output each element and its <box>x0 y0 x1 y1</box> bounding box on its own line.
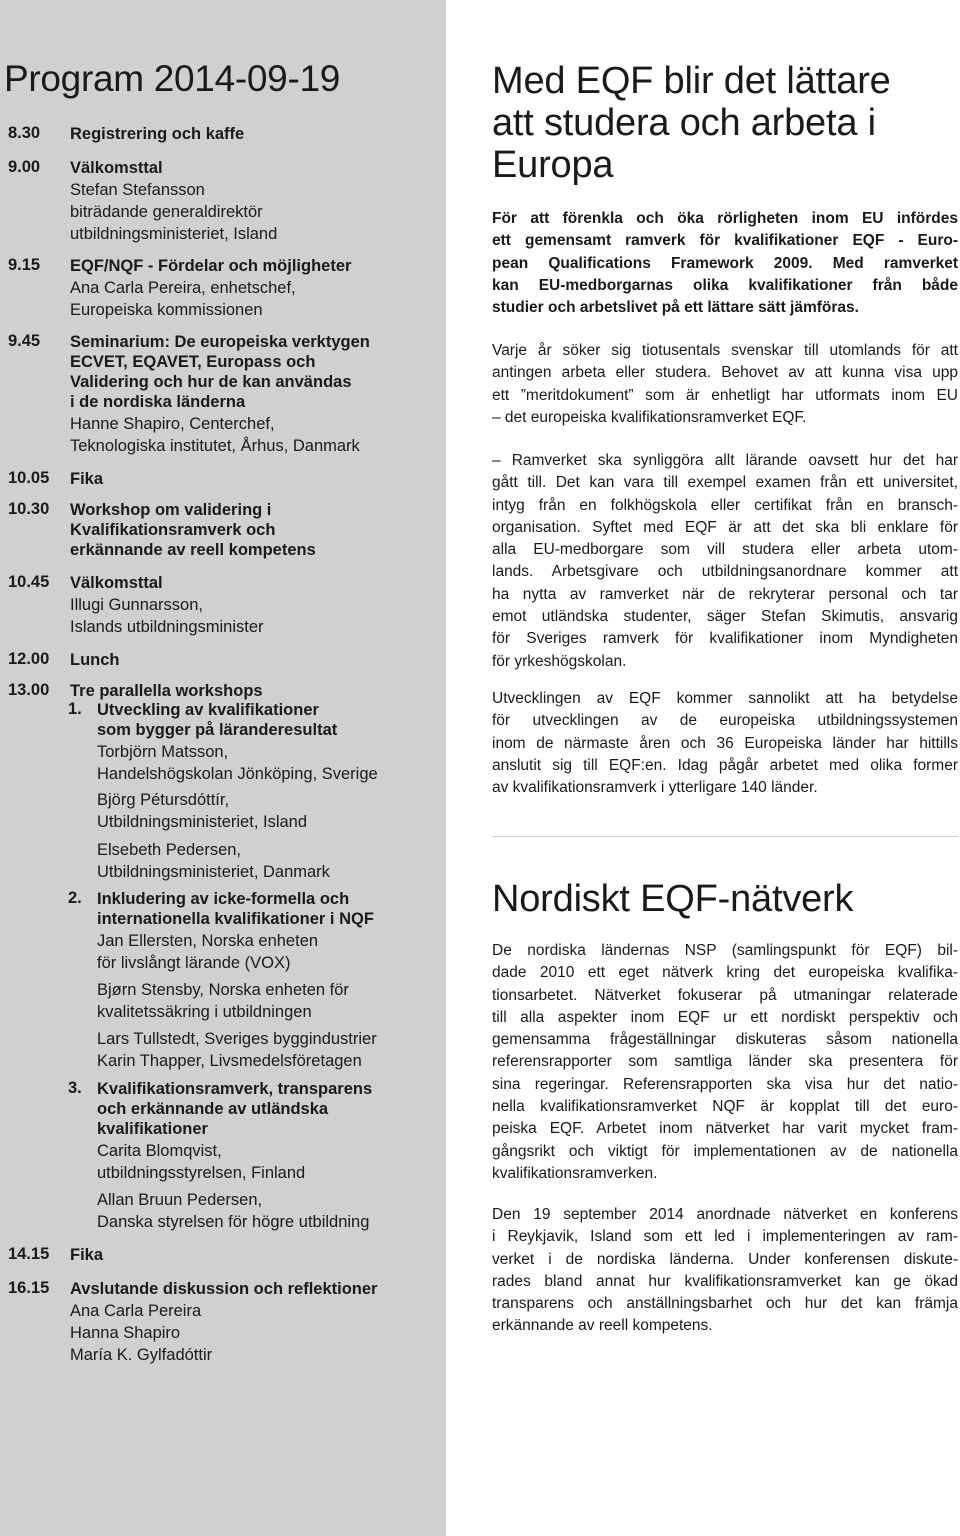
paragraph-line: av kvalifikationsramverk i ytterligare 140 länder. <box>492 779 818 797</box>
program-time: 16.15 <box>8 1279 50 1297</box>
article-paragraph <box>492 688 958 799</box>
program-item-title: Registrering och kaffe <box>70 125 245 143</box>
program-item-detail: Illugi Gunnarsson, <box>70 596 203 614</box>
program-item-detail: Ana Carla Pereira, enhetschef, <box>70 279 296 297</box>
program-item-detail: biträdande generaldirektör <box>70 203 263 221</box>
paragraph-line: kvalifikationsramverken. <box>492 1164 658 1182</box>
workshop-title: Inkludering av icke-formella och <box>97 890 350 908</box>
paragraph-line: nella kvalifikationsramverket NQF är kopplat till det euro- <box>492 1098 958 1116</box>
program-item-detail: i de nordiska länderna <box>70 393 246 411</box>
workshop-detail: Jan Ellersten, Norska enheten <box>97 932 319 950</box>
paragraph-line: – det europeiska kvalifikationsramverket EQF. <box>492 408 807 426</box>
workshop-detail: Carita Blomqvist, <box>97 1142 222 1160</box>
paragraph-line: Den 19 september 2014 anordnade nätverket en konferens <box>492 1206 958 1223</box>
paragraph-line: dade 2010 ett eget nätverk kring det europeiska kvalifika- <box>492 964 958 982</box>
article-title: att studera och arbeta i <box>492 102 876 144</box>
workshop-number: 3. <box>68 1079 82 1097</box>
article-paragraph <box>492 1204 958 1338</box>
program-time: 10.45 <box>8 573 50 591</box>
paragraph-line: för yrkeshögskolan. <box>492 652 627 670</box>
paragraph-line: i Reykjavik, Island som ett led i implementeringen av ram- <box>492 1228 958 1246</box>
workshop-detail: kvalifikationer <box>97 1120 208 1138</box>
program-item-detail: Hanne Shapiro, Centerchef, <box>70 415 275 433</box>
program-title: Program 2014-09-19 <box>4 58 341 99</box>
program-item-title: Seminarium: De europeiska verktygen <box>70 333 370 351</box>
program-sidebar <box>0 0 446 1536</box>
program-item-detail: Validering och hur de kan användas <box>70 373 352 391</box>
workshop-detail: Karin Thapper, Livsmedelsföretagen <box>97 1052 362 1070</box>
paragraph-line: ha nytta av ramverket när de rekryterar personal och tar <box>492 585 958 603</box>
paragraph-line: erkännande av reell kompetens. <box>492 1317 713 1335</box>
paragraph-line: Varje år söker sig tiotusentals svenskar till utomlands för att <box>492 342 958 359</box>
program-item-detail: Kvalifikationsramverk och <box>70 521 276 539</box>
workshop-number: 2. <box>68 889 82 907</box>
workshop-detail: för livslångt lärande (VOX) <box>97 954 291 972</box>
program-item-detail: María K. Gylfadóttir <box>70 1346 213 1364</box>
workshop-detail: Lars Tullstedt, Sveriges byggindustrier <box>97 1030 377 1048</box>
program-item-detail: ECVET, EQAVET, Europass och <box>70 353 316 371</box>
workshop-detail: utbildningsstyrelsen, Finland <box>97 1164 306 1182</box>
program-time: 14.15 <box>8 1245 50 1263</box>
workshop-detail: Torbjörn Matsson, <box>97 743 229 761</box>
paragraph-line: för Sveriges ramverk för kvalifikationer inom Myndigheten <box>492 630 958 648</box>
program-item-detail: Teknologiska institutet, Århus, Danmark <box>70 437 360 455</box>
workshop-detail: som bygger på läranderesultat <box>97 721 338 739</box>
workshop-detail: Bjørn Stensby, Norska enheten för <box>97 981 349 999</box>
workshop-number: 1. <box>68 700 82 718</box>
workshop-title: Utveckling av kvalifikationer <box>97 701 319 719</box>
paragraph-line: verket i de nordiska länderna. Under konferensen diskute- <box>492 1250 958 1268</box>
article-title: Europa <box>492 144 614 186</box>
paragraph-line: gemensamma frågeställningar diskuteras såsom nationella <box>492 1031 958 1049</box>
paragraph-line: tionsarbetet. Nätverket fokuserar på utmaningar relaterade <box>492 986 958 1004</box>
program-item-detail: Ana Carla Pereira <box>70 1302 202 1320</box>
paragraph-line: kan EU-medborgarnas olika kvalifikationer från både <box>492 276 958 294</box>
workshop-detail: Elsebeth Pedersen, <box>97 841 242 859</box>
paragraph-line: – Ramverket ska synliggöra allt lärande oavsett hur det har <box>492 452 958 469</box>
program-item-title: Fika <box>70 1246 104 1264</box>
paragraph-line: intyg från en folkhögskola eller certifikat från en bransch- <box>492 496 958 514</box>
workshop-detail: Handelshögskolan Jönköping, Sverige <box>97 765 378 783</box>
paragraph-line: transparens och anställningsbarhet och hur det kan främja <box>492 1295 958 1313</box>
program-item-title: Välkomsttal <box>70 574 163 592</box>
workshop-detail: Danska styrelsen för högre utbildning <box>97 1213 370 1231</box>
paragraph-line: ett ”meritdokument” som är enhetligt har utformats inom EU <box>492 386 958 404</box>
article-title: Med EQF blir det lättare <box>492 60 891 102</box>
paragraph-line: alla EU-medborgare som vill studera eller arbeta utom- <box>492 541 958 559</box>
program-item-detail: erkännande av reell kompetens <box>70 541 316 559</box>
article-lead <box>492 208 958 319</box>
program-item-detail: Hanna Shapiro <box>70 1324 181 1342</box>
program-item-detail: utbildningsministeriet, Island <box>70 225 278 243</box>
program-item-title: Tre parallella workshops <box>70 682 263 700</box>
program-time: 12.00 <box>8 650 50 668</box>
workshop-detail: Björg Pétursdóttír, <box>97 791 230 809</box>
program-item-title: Avslutande diskussion och reflektioner <box>70 1280 378 1298</box>
paragraph-line: till alla aspekter inom EQF ur ett nordiskt perspektiv och <box>492 1008 958 1026</box>
paragraph-line: gångsrikt och viktigt för implementationen av de nationella <box>492 1142 958 1160</box>
paragraph-line: anslutit sig till EQF:en. Idag pågår arbetet med olika former <box>492 756 958 774</box>
program-time: 10.30 <box>8 500 50 518</box>
paragraph-line: För att förenkla och öka rörligheten inom EU infördes <box>492 210 958 227</box>
program-time: 13.00 <box>8 681 50 699</box>
article-title: Nordiskt EQF-nätverk <box>492 878 854 920</box>
paragraph-line: inom de närmaste åren och 36 Europeiska länder har hittills <box>492 734 958 752</box>
section-divider <box>492 836 958 837</box>
workshop-title: Kvalifikationsramverk, transparens <box>97 1080 373 1098</box>
workshop-detail: Utbildningsministeriet, Danmark <box>97 863 330 881</box>
paragraph-line: organisation. Syftet med EQF är att det ska bli enklare för <box>492 518 958 536</box>
paragraph-line: för utvecklingen av de europeiska utbildningssystemen <box>492 712 958 730</box>
program-item-title: Fika <box>70 470 104 488</box>
workshop-detail: internationella kvalifikationer i NQF <box>97 910 374 928</box>
program-item-detail: Stefan Stefansson <box>70 181 205 199</box>
program-item-title: EQF/NQF - Fördelar och möjligheter <box>70 257 352 275</box>
paragraph-line: lands. Arbetsgivare och utbildningsanordnare kommer att <box>492 563 958 581</box>
workshop-detail: och erkännande av utländska <box>97 1100 329 1118</box>
program-time: 9.00 <box>8 158 41 176</box>
program-time: 9.45 <box>8 332 41 350</box>
paragraph-line: pean Qualifications Framework 2009. Med ramverket <box>492 254 958 272</box>
paragraph-line: gått till. Det kan vara till exempel examen från ett universitet, <box>492 474 958 492</box>
paragraph-line: Utvecklingen av EQF kommer sannolikt att ha betydelse <box>492 690 958 707</box>
program-time: 8.30 <box>8 124 41 142</box>
program-item-detail: Europeiska kommissionen <box>70 301 263 319</box>
paragraph-line: referensrapporter som samtliga länder ska presentera för <box>492 1053 958 1071</box>
paragraph-line: sina regeringar. Referensrapporten ska visa hur det natio- <box>492 1075 958 1093</box>
workshop-detail: Allan Bruun Pedersen, <box>97 1191 263 1209</box>
workshop-detail: kvalitetssäkring i utbildningen <box>97 1003 312 1021</box>
paragraph-line: peiska EQF. Arbetet inom nätverket har varit mycket fram- <box>492 1120 958 1138</box>
program-time: 10.05 <box>8 469 50 487</box>
article-paragraph <box>492 340 958 429</box>
paragraph-line: De nordiska ländernas NSP (samlingspunkt för EQF) bil- <box>492 942 958 959</box>
paragraph-line: antingen arbeta eller studera. Behovet av att kunna visa upp <box>492 364 958 382</box>
paragraph-line: emot utländska studenter, säger Stefan Skimutis, ansvarig <box>492 608 958 626</box>
program-item-detail: Islands utbildningsminister <box>70 618 264 636</box>
paragraph-line: studier och arbetslivet på ett lättare sätt jämföras. <box>492 299 859 317</box>
program-item-title: Workshop om validering i <box>70 501 272 519</box>
program-item-title: Lunch <box>70 651 120 669</box>
paragraph-line: rades bland annat hur kvalifikationsramverket kan ge ökad <box>492 1272 958 1290</box>
article-paragraph <box>492 940 958 1185</box>
program-time: 9.15 <box>8 256 41 274</box>
article-paragraph <box>492 450 958 673</box>
program-item-title: Välkomsttal <box>70 159 163 177</box>
workshop-detail: Utbildningsministeriet, Island <box>97 813 308 831</box>
paragraph-line: ett gemensamt ramverk för kvalifikationer EQF - Euro- <box>492 232 958 250</box>
